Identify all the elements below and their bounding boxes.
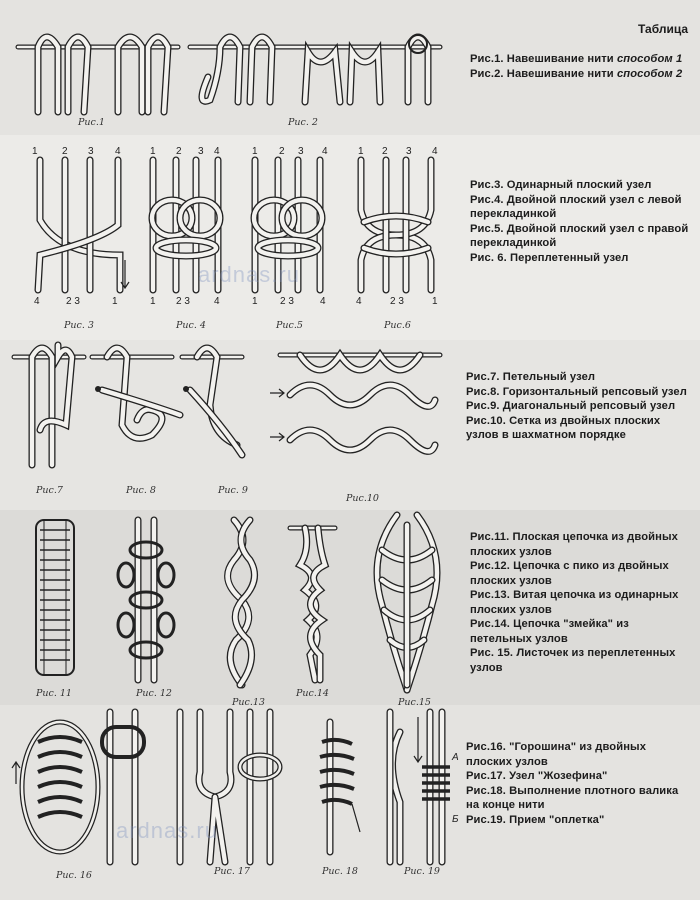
- watermark: ardnas.ru: [116, 818, 218, 843]
- strand-number-bottom: 2 3: [176, 296, 190, 307]
- legend-item: Рис.10. Сетка из двойных плоских узлов в шахматном порядке: [466, 414, 661, 441]
- figure-19-caption: Рис. 19: [404, 866, 440, 877]
- figure-17-caption: Рис. 17: [214, 866, 250, 877]
- figure-4-caption: Рис. 4: [176, 320, 206, 331]
- strand-number-top: 4: [322, 146, 328, 157]
- figure-18-diagram: [312, 722, 362, 852]
- figure-9-caption: Рис. 9: [218, 485, 248, 496]
- strand-number-top: 2: [279, 146, 285, 157]
- legend-item: Рис.19. Прием "оплетка": [466, 813, 605, 826]
- strand-number-top: 3: [88, 146, 94, 157]
- strand-number-top: 3: [298, 146, 304, 157]
- strand-number-bottom: 1: [432, 296, 438, 307]
- figure-6-diagram: [356, 160, 436, 290]
- figure-16-caption: Рис. 16: [56, 870, 92, 881]
- legend-figures-7-10: [466, 370, 692, 443]
- figure-14-caption: Рис.14: [296, 688, 329, 699]
- legend-item: Рис.5. Двойной плоский узел с правой перекладинкой: [470, 222, 689, 249]
- figure-1-diagram: [18, 22, 178, 107]
- legend-item: Рис.16. "Горошина" из двойных плоских узлов: [466, 741, 647, 768]
- figure-13-caption: Рис.13: [232, 697, 265, 708]
- strand-number-top: 1: [32, 146, 38, 157]
- watermark: ardnas.ru: [198, 262, 300, 287]
- figure-2-diagram: [190, 22, 440, 107]
- legend-item: Рис.12. Цепочка с пико из двойных плоских узлов: [470, 560, 669, 587]
- figure-12-caption: Рис. 12: [136, 688, 172, 699]
- strand-number-bottom: 4: [356, 296, 362, 307]
- figure-12-diagram: [116, 520, 176, 680]
- figure-14-diagram: [290, 520, 340, 680]
- strand-number-bottom: 4: [214, 296, 220, 307]
- legend-item: Рис.9. Диагональный репсовый узел: [466, 400, 676, 412]
- strand-number-top: 1: [252, 146, 258, 157]
- legend-figures-16-19: [466, 740, 692, 827]
- legend-item: Рис.4. Двойной плоский узел с левой перекладинкой: [470, 193, 682, 220]
- legend-item: Рис.17. Узел "Жозефина": [466, 770, 608, 782]
- strand-number-bottom: 1: [112, 296, 118, 307]
- legend-figures-3-6: [470, 178, 690, 265]
- strand-number-top: 1: [358, 146, 364, 157]
- figure-10-diagram: [270, 345, 440, 470]
- figure-1-caption: Рис.1: [78, 117, 105, 128]
- strand-number-top: 3: [198, 146, 204, 157]
- strand-number-top: 2: [176, 146, 182, 157]
- strand-number-bottom: 2 3: [66, 296, 80, 307]
- figure-3-diagram: [30, 160, 130, 290]
- figure-19-diagram: [380, 712, 460, 862]
- legend-item: Рис.8. Горизонтальный репсовый узел: [466, 385, 687, 398]
- strand-number-bottom: 1: [252, 296, 258, 307]
- fig19-label-b: Б: [452, 814, 459, 825]
- page-title: Таблица: [638, 22, 689, 36]
- legend-item: Рис.14. Цепочка "змейка" из петельных узлов: [470, 618, 629, 645]
- figure-10-caption: Рис.10: [346, 493, 379, 504]
- legend-item-fig2: Рис.2. Навешивание нити способом 2: [470, 67, 683, 80]
- legend-item-fig1: Рис.1. Навешивание нити способом 1: [470, 53, 683, 65]
- legend-item: Рис.13. Витая цепочка из одинарных плоских узлов: [470, 589, 679, 616]
- figure-13-diagram: [222, 520, 262, 685]
- figure-5-caption: Рис.5: [276, 320, 303, 331]
- strand-number-top: 4: [432, 146, 438, 157]
- figure-3-caption: Рис. 3: [64, 320, 94, 331]
- figure-15-diagram: [372, 515, 442, 690]
- figure-11-diagram: [30, 520, 80, 680]
- figure-8-caption: Рис. 8: [126, 485, 156, 496]
- strand-number-bottom: 2 3: [280, 296, 294, 307]
- strand-number-top: 2: [62, 146, 68, 157]
- figure-8-diagram: [92, 345, 182, 470]
- strand-number-bottom: 1: [150, 296, 156, 307]
- figure-7-diagram: [14, 345, 84, 470]
- strand-number-bottom: 4: [34, 296, 40, 307]
- legend-item: Рис.11. Плоская цепочка из двойных плоских узлов: [470, 531, 678, 558]
- legend-item: Рис. 6. Переплетенный узел: [470, 251, 629, 264]
- strand-number-top: 2: [382, 146, 388, 157]
- strand-number-top: 1: [150, 146, 156, 157]
- figure-11-caption: Рис. 11: [36, 688, 72, 699]
- figure-6-caption: Рис.6: [384, 320, 411, 331]
- fig19-label-a: А: [452, 752, 459, 763]
- legend-item: Рис.3. Одинарный плоский узел: [470, 179, 652, 191]
- figure-15-caption: Рис.15: [398, 697, 431, 708]
- figure-18-caption: Рис. 18: [322, 866, 358, 877]
- figure-9-diagram: [182, 345, 252, 470]
- strand-number-bottom: 2 3: [390, 296, 404, 307]
- strand-number-top: 3: [406, 146, 412, 157]
- legend-item: Рис.18. Выполнение плотного валика на конце нити: [466, 784, 679, 811]
- legend-figures-1-2: [470, 52, 690, 81]
- strand-number-bottom: 4: [320, 296, 326, 307]
- legend-item: Рис.7. Петельный узел: [466, 371, 596, 383]
- strand-number-top: 4: [115, 146, 121, 157]
- legend-figures-11-15: [470, 530, 692, 675]
- strand-number-top: 4: [214, 146, 220, 157]
- legend-item: Рис. 15. Листочек из переплетенных узлов: [470, 647, 676, 674]
- figure-7-caption: Рис.7: [36, 485, 63, 496]
- figure-2-caption: Рис. 2: [288, 117, 318, 128]
